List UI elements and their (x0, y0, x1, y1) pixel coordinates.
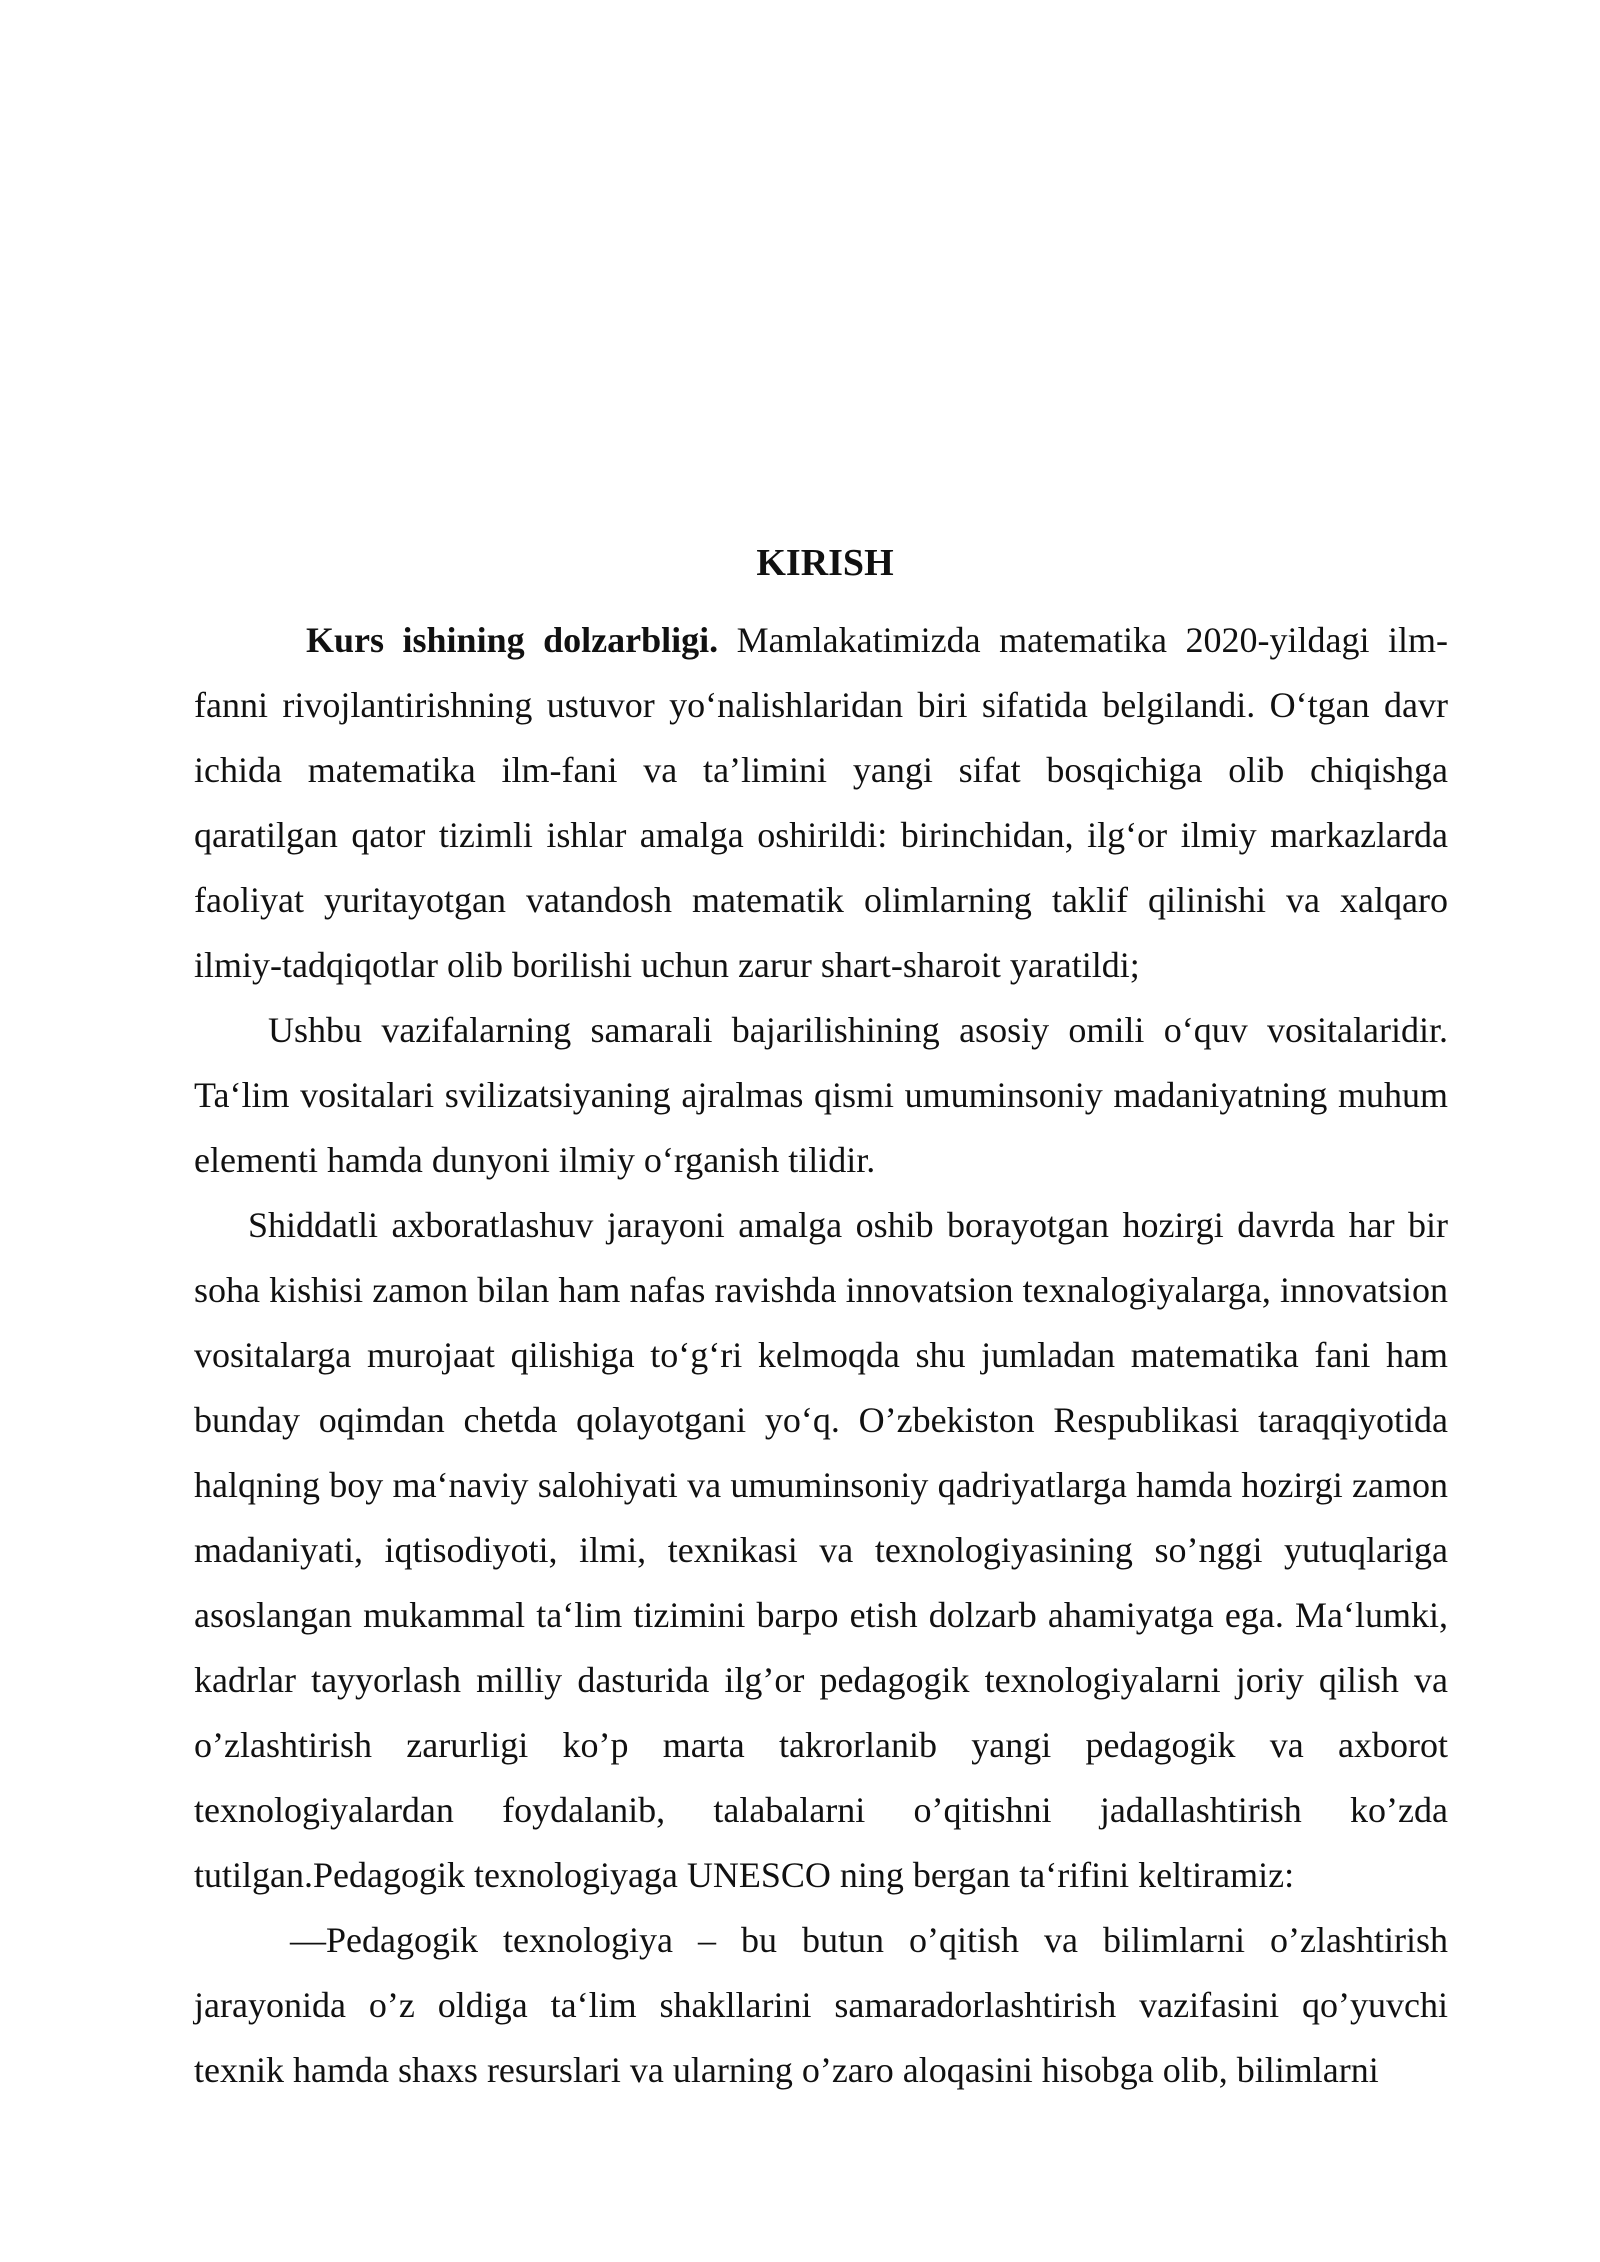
paragraph-relevance (194, 608, 1448, 998)
paragraph-informatization: Shiddatli axboratlashuv jarayoni amalga oshib borayotgan hozirgi davrda har bir soha kishisi zamon bilan ham nafas ravishda innovatsion texnalogiyalarga, innovatsion vositalarga murojaat qilishiga to‘g‘ri kelmoqda shu jumladan matematika fani ham bunday oqimdan chetda qolayotgani yo‘q. O’zbekiston Respublikasi taraqqiyotida halqning boy ma‘naviy salohiyati va umuminsoniy qadriyatlarga hamda hozirgi zamon madaniyati, iqtisodiyoti, ilmi, texnikasi va texnologiyasining so’nggi yutuqlariga asoslangan mukammal ta‘lim tizimini barpo etish dolzarb ahamiyatga ega. Ma‘lumki, kadrlar tayyorlash milliy dasturida ilg’or pedagogik texnologiyalarni joriy qilish va o’zlashtirish zarurligi ko’p marta takrorlanib yangi pedagogik va axborot texnologiyalardan foydalanib, talabalarni o’qitishni jadallashtirish ko’zda tutilgan.Pedagogik texnologiyaga UNESCO ning bergan ta‘rifini keltiramiz: (194, 1205, 1448, 1895)
paragraph-text: Mamlakatimizda matematika 2020-yildagi ilm-fanni rivojlantirishning ustuvor yo‘nalishlaridan biri sifatida belgilandi. O‘tgan davr ichida matematika ilm-fani va ta’limini yangi sifat bosqichiga olib chiqishga qaratilgan qator tizimli ishlar amalga oshirildi: birinchidan, ilg‘or ilmiy markazlarda faoliyat yuritayotgan vatandosh matematik olimlarning taklif qilinishi va xalqaro ilmiy-tadqiqotlar olib borilishi uchun zarur shart-sharoit yaratildi; (194, 620, 1448, 985)
paragraph-lead: Kurs ishining dolzarbligi. (306, 620, 719, 660)
paragraph-learning-tools: Ushbu vazifalarning samarali bajarilishining asosiy omili o‘quv vositalaridir. Ta‘lim vositalari svilizatsiyaning ajralmas qismi umuminsoniy madaniyatning muhum elementi hamda dunyoni ilmiy o‘rganish tilidir. (194, 1010, 1448, 1180)
paragraph-unesco-definition: —Pedagogik texnologiya – bu butun o’qitish va bilimlarni o’zlashtirish jarayonida o’z oldiga ta‘lim shakllarini samaradorlashtirish vazifasini qo’yuvchi texnik hamda shaxs resurslari va ularning o’zaro aloqasini hisobga olib, bilimlarni (194, 1920, 1448, 2090)
document-body (194, 608, 1448, 2103)
page-title: KIRISH (756, 542, 894, 584)
